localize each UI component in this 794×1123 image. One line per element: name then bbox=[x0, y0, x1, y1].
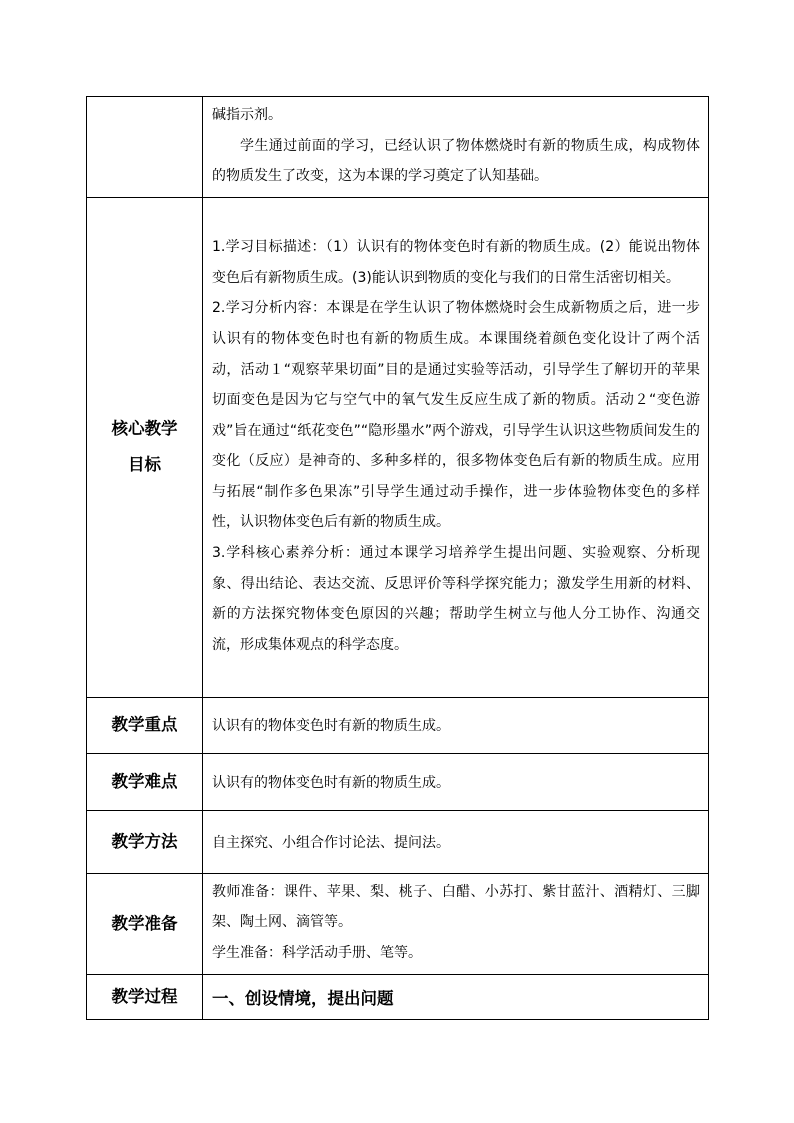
learner-analysis-row bbox=[87, 97, 709, 198]
key-points-row bbox=[87, 697, 709, 753]
learner-analysis-line: 碱指示剂。 bbox=[212, 107, 282, 123]
core-goals-content bbox=[203, 197, 709, 697]
teacher-preparation: 教师准备：课件、苹果、梨、桃子、白醋、小苏打、紫甘蓝汁、酒精灯、三脚架、陶土网、滴管等。 bbox=[212, 883, 700, 931]
difficulties-text: 认识有的物体变色时有新的物质生成。 bbox=[203, 753, 709, 810]
student-preparation: 学生准备：科学活动手册、笔等。 bbox=[212, 944, 422, 961]
key-points-text: 认识有的物体变色时有新的物质生成。 bbox=[203, 697, 709, 753]
goals-paragraph-3: 3.学科核心素养分析：通过本课学习培养学生提出问题、实验观察、分析现象、得出结论、表达交流、反思评价等科学探究能力；激发学生用新的材料、新的方法探究物体变色原因的兴趣；帮助学生树立与他人分工协作、沟通交流，形成集体观点的科学态度。 bbox=[212, 545, 700, 653]
preparation-row bbox=[87, 873, 709, 974]
methods-row bbox=[87, 810, 709, 873]
methods-label: 教学方法 bbox=[87, 810, 203, 873]
process-label: 教学过程 bbox=[87, 974, 203, 1019]
core-goals-label bbox=[87, 197, 203, 697]
lesson-plan-table bbox=[86, 96, 709, 1020]
learner-analysis-label-cell bbox=[87, 97, 203, 198]
preparation-label: 教学准备 bbox=[87, 873, 203, 974]
process-row bbox=[87, 974, 709, 1019]
methods-text: 自主探究、小组合作讨论法、提问法。 bbox=[203, 810, 709, 873]
goals-paragraph-2: 2.学习分析内容：本课是在学生认识了物体燃烧时会生成新物质之后，进一步认识有的物体变色时也有新的物质生成。本课围绕着颜色变化设计了两个活动，活动１“观察苹果切面”目的是通过实验等活动，引导学生了解切开的苹果切面变色是因为它与空气中的氧气发生反应生成了新的物质。活动２“变色游戏”旨在通过“纸花变色”“隐形墨水”两个游戏，引导学生认识这些物质间发生的变化（反应）是神奇的、多种多样的，很多物体变色后有新的物质生成。应用与拓展“制作多色果冻”引导学生通过动手操作，进一步体验物体变色的多样性，认识物体变色后有新的物质生成。 bbox=[212, 300, 700, 531]
difficulties-row bbox=[87, 753, 709, 810]
preparation-content bbox=[203, 873, 709, 974]
core-goals-label-line1: 核心教学 bbox=[111, 419, 178, 439]
learner-analysis-paragraph: 学生通过前面的学习，已经认识了物体燃烧时有新的物质生成，构成物体的物质发生了改变，这为本课的学习奠定了认知基础。 bbox=[212, 137, 700, 185]
core-goals-row bbox=[87, 197, 709, 697]
goals-paragraph-1: 1.学习目标描述：（1）认识有的物体变色时有新的物质生成。(2）能说出物体变色后有新物质生成。(3)能认识到物质的变化与我们的日常生活密切相关。 bbox=[212, 239, 700, 286]
difficulties-label: 教学难点 bbox=[87, 753, 203, 810]
process-heading: 一、创设情境，提出问题 bbox=[203, 974, 709, 1019]
learner-analysis-content bbox=[203, 97, 709, 198]
core-goals-label-line2: 目标 bbox=[128, 455, 161, 475]
key-points-label: 教学重点 bbox=[87, 697, 203, 753]
